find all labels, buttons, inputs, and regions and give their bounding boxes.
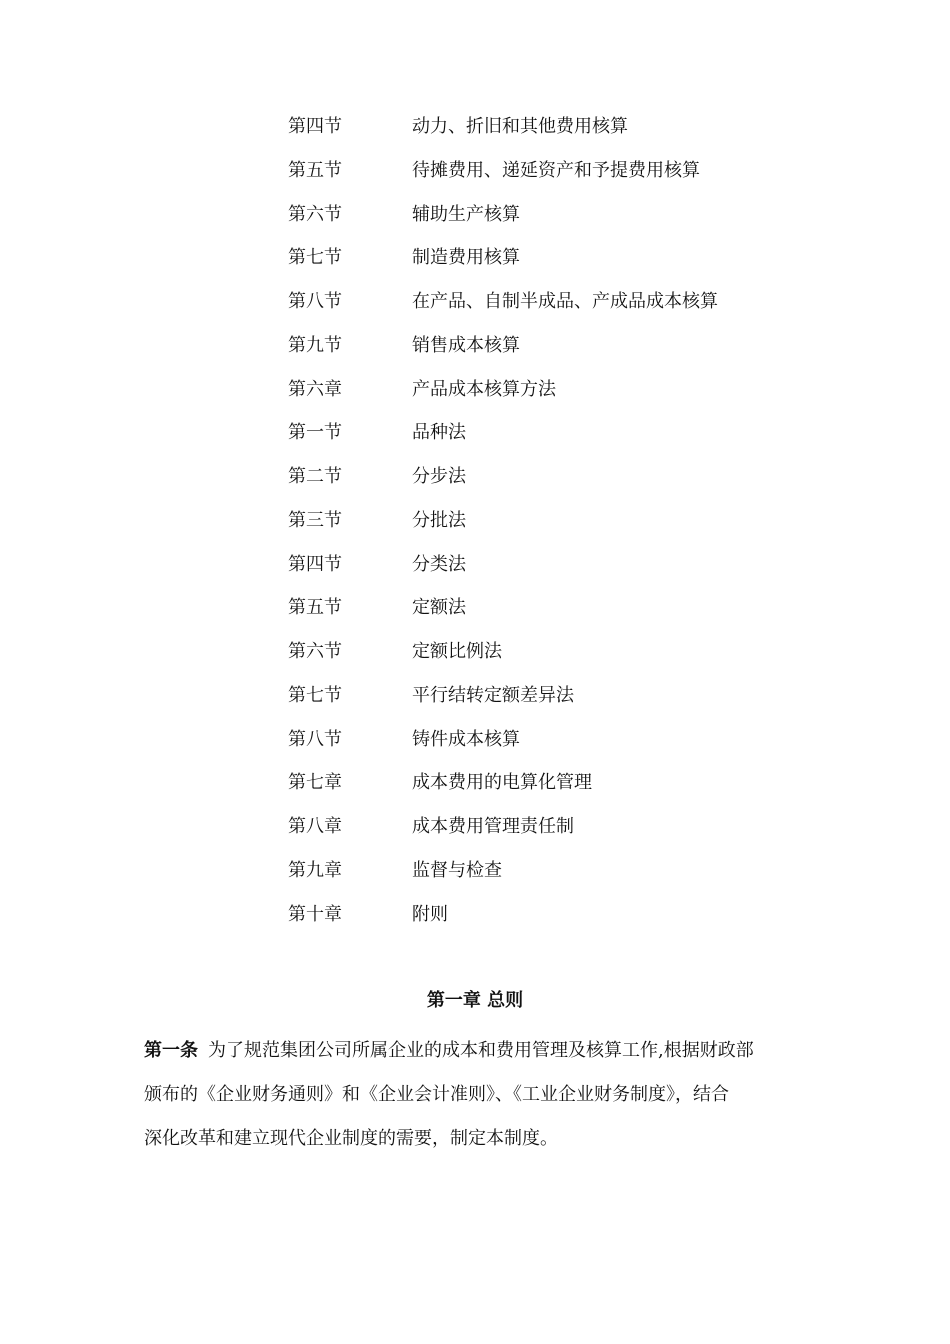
toc-label: 第六节	[288, 641, 342, 662]
toc-title: 分步法	[412, 466, 466, 487]
toc-row	[0, 418, 950, 448]
toc-title: 动力、折旧和其他费用核算	[412, 116, 628, 137]
toc-label: 第十章	[288, 904, 342, 925]
chapter-heading: 第一章 总则	[426, 990, 524, 1011]
article-paragraph	[144, 1029, 804, 1161]
toc-title: 定额法	[412, 597, 466, 618]
toc-row	[0, 856, 950, 886]
toc-row	[0, 462, 950, 492]
toc-label: 第五节	[288, 160, 342, 181]
article-line: 颁布的《企业财务通则》和《企业会计准则》、《工业企业财务制度》，结合	[144, 1084, 729, 1105]
article-line	[144, 1029, 804, 1073]
toc-title: 定额比例法	[412, 641, 502, 662]
article-label: 第一条	[144, 1040, 198, 1061]
toc-label: 第七节	[288, 247, 342, 268]
toc-row	[0, 156, 950, 186]
toc-label: 第四节	[288, 116, 342, 137]
toc-label: 第九节	[288, 335, 342, 356]
toc-row	[0, 243, 950, 273]
toc-label: 第七章	[288, 772, 342, 793]
toc-row	[0, 593, 950, 623]
toc-label: 第八节	[288, 729, 342, 750]
toc-row	[0, 900, 950, 930]
toc-title: 在产品、自制半成品、产成品成本核算	[412, 291, 718, 312]
toc-title: 铸件成本核算	[412, 729, 520, 750]
toc-label: 第七节	[288, 685, 342, 706]
toc-title: 平行结转定额差异法	[412, 685, 574, 706]
toc-row	[0, 287, 950, 317]
toc-label: 第五节	[288, 597, 342, 618]
toc-title: 待摊费用、递延资产和予提费用核算	[412, 160, 700, 181]
toc-label: 第六节	[288, 204, 342, 225]
toc-label: 第一节	[288, 422, 342, 443]
article-text: 为了规范集团公司所属企业的成本和费用管理及核算工作,根据财政部	[208, 1040, 754, 1061]
toc-title: 附则	[412, 904, 448, 925]
toc-label: 第九章	[288, 860, 342, 881]
toc-title: 制造费用核算	[412, 247, 520, 268]
toc-row	[0, 725, 950, 755]
toc-row	[0, 112, 950, 142]
toc-label: 第四节	[288, 554, 342, 575]
toc-title: 销售成本核算	[412, 335, 520, 356]
toc-row	[0, 768, 950, 798]
toc-title: 辅助生产核算	[412, 204, 520, 225]
toc-label: 第三节	[288, 510, 342, 531]
toc-label: 第二节	[288, 466, 342, 487]
toc-row	[0, 375, 950, 405]
toc-row	[0, 331, 950, 361]
toc-label: 第八章	[288, 816, 342, 837]
toc-title: 品种法	[412, 422, 466, 443]
toc-label: 第八节	[288, 291, 342, 312]
toc-row	[0, 681, 950, 711]
toc-title: 分类法	[412, 554, 466, 575]
toc-row	[0, 200, 950, 230]
toc-row	[0, 506, 950, 536]
toc-title: 分批法	[412, 510, 466, 531]
toc-title: 产品成本核算方法	[412, 379, 556, 400]
toc-title: 监督与检查	[412, 860, 502, 881]
toc-row	[0, 637, 950, 667]
toc-title: 成本费用管理责任制	[412, 816, 574, 837]
toc-row	[0, 812, 950, 842]
article-line: 深化改革和建立现代企业制度的需要，制定本制度。	[144, 1128, 558, 1149]
toc-title: 成本费用的电算化管理	[412, 772, 592, 793]
toc-row	[0, 550, 950, 580]
toc-label: 第六章	[288, 379, 342, 400]
